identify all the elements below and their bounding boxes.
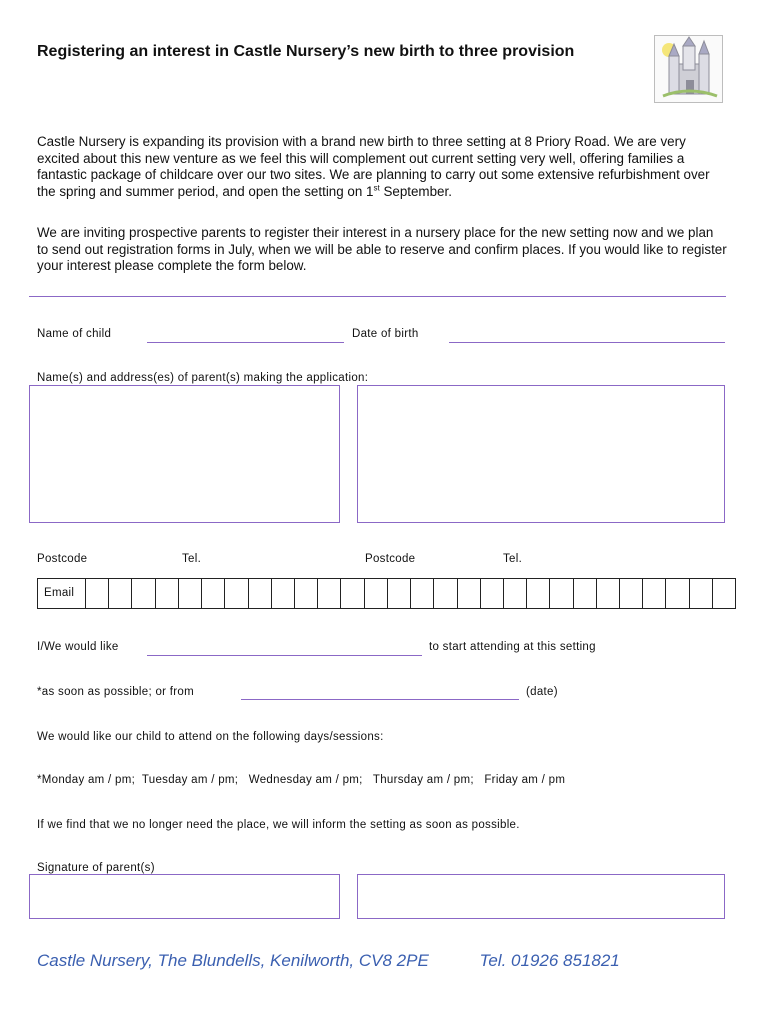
email-char-cell[interactable]	[713, 579, 735, 608]
email-char-cell[interactable]	[225, 579, 248, 608]
footer-phone: Tel. 01926 851821	[479, 951, 620, 970]
email-char-cell[interactable]	[666, 579, 689, 608]
footer-address: Castle Nursery, The Blundells, Kenilworth, CV8 2PE	[37, 951, 429, 970]
email-char-cell[interactable]	[597, 579, 620, 608]
email-char-cell[interactable]	[574, 579, 597, 608]
child-name-field[interactable]	[147, 342, 344, 343]
sessions-options[interactable]: *Monday am / pm; Tuesday am / pm; Wednesday am / pm; Thursday am / pm; Friday am / pm	[37, 774, 566, 786]
email-char-cell[interactable]	[527, 579, 550, 608]
email-char-cell[interactable]	[365, 579, 388, 608]
footer	[37, 951, 620, 971]
email-char-cell[interactable]	[249, 579, 272, 608]
email-label: Email	[38, 579, 86, 608]
dob-field[interactable]	[449, 342, 725, 343]
tel-label-2: Tel.	[503, 553, 523, 565]
email-char-cell[interactable]	[690, 579, 713, 608]
email-char-cell[interactable]	[504, 579, 527, 608]
parent-address-box-2[interactable]	[357, 385, 725, 523]
email-char-cell[interactable]	[411, 579, 434, 608]
email-char-cell[interactable]	[132, 579, 155, 608]
email-grid[interactable]	[37, 578, 736, 609]
date-label: (date)	[526, 686, 558, 698]
email-char-cell[interactable]	[481, 579, 504, 608]
asap-label: *as soon as possible; or from	[37, 686, 194, 698]
email-char-cell[interactable]	[86, 579, 109, 608]
email-char-cell[interactable]	[550, 579, 573, 608]
email-char-cell[interactable]	[458, 579, 481, 608]
start-label-prefix: I/We would like	[37, 641, 119, 653]
child-start-field[interactable]	[147, 655, 422, 656]
section-divider	[29, 296, 726, 297]
postcode-label-1: Postcode	[37, 553, 88, 565]
email-char-cell[interactable]	[643, 579, 666, 608]
email-char-cell[interactable]	[295, 579, 318, 608]
child-name-label: Name of child	[37, 328, 112, 340]
email-char-cell[interactable]	[272, 579, 295, 608]
parent-address-box-1[interactable]	[29, 385, 340, 523]
days-label: We would like our child to attend on the following days/sessions:	[37, 731, 384, 743]
castle-logo-icon	[654, 35, 723, 103]
email-char-cell[interactable]	[179, 579, 202, 608]
intro-paragraph-2: We are inviting prospective parents to register their interest in a nursery place for the new setting now and we plan to send out registration forms in July, when we will be able to reserve and confirm places. If you would like to register your interest please complete the form below.	[37, 225, 727, 273]
ordinal-suffix: st	[373, 183, 380, 193]
intro-paragraph-1-end: September.	[379, 183, 452, 199]
start-date-field[interactable]	[241, 699, 519, 700]
parents-label: Name(s) and address(es) of parent(s) making the application:	[37, 372, 369, 384]
email-char-cell[interactable]	[109, 579, 132, 608]
email-char-cell[interactable]	[202, 579, 225, 608]
page-title: Registering an interest in Castle Nursery’s new birth to three provision	[37, 43, 575, 60]
postcode-label-2: Postcode	[365, 553, 416, 565]
email-char-cell[interactable]	[156, 579, 179, 608]
dob-label: Date of birth	[352, 328, 419, 340]
tel-label-1: Tel.	[182, 553, 202, 565]
signature-box-2[interactable]	[357, 874, 725, 919]
intro-paragraph-1-main: Castle Nursery is expanding its provision with a brand new birth to three setting at 8 Priory Road. We are very excited about this new venture as we feel this will complement out current setting very well, offering families a fantastic package of childcare over our two sites. We are planning to carry out some extensive refurbishment over the spring and summer period, and open the setting on 1	[37, 134, 710, 199]
start-label-suffix: to start attending at this setting	[429, 641, 596, 653]
email-char-cell[interactable]	[341, 579, 364, 608]
email-char-cell[interactable]	[434, 579, 457, 608]
email-char-cell[interactable]	[318, 579, 341, 608]
signature-label: Signature of parent(s)	[37, 862, 155, 874]
intro-paragraph-1	[37, 134, 727, 200]
email-char-cell[interactable]	[620, 579, 643, 608]
notice-text: If we find that we no longer need the place, we will inform the setting as soon as possible.	[37, 819, 520, 831]
signature-box-1[interactable]	[29, 874, 340, 919]
email-char-cell[interactable]	[388, 579, 411, 608]
